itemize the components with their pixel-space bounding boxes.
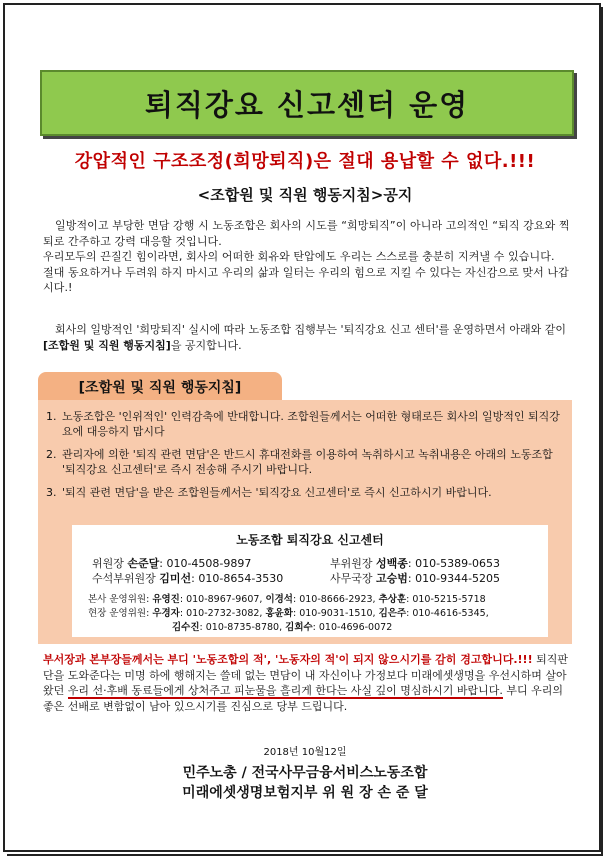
- committee-name: 김수진: [172, 622, 200, 633]
- guideline-number: 3.: [46, 486, 57, 499]
- contact-role: 사무국장: [330, 572, 377, 585]
- committee-name: 김은주: [378, 608, 407, 619]
- guideline-item: [46, 409, 561, 439]
- committee-phone: : 010-2732-3082,: [179, 608, 266, 619]
- contact-name: 성백종: [376, 557, 408, 570]
- guideline-number: 2.: [46, 448, 57, 461]
- hq-committee-row: [88, 593, 486, 606]
- committee-phone: : 010-8735-8780,: [199, 622, 286, 633]
- contact-role: 위원장: [92, 557, 128, 570]
- committee-label: 본사 운영위원:: [88, 594, 153, 605]
- signature-branch: 미래에셋생명보험지부 위 원 장 손 준 달: [182, 785, 428, 801]
- announcement-text: [43, 322, 571, 354]
- contact-chair: [92, 555, 251, 571]
- committee-name: 홍윤화: [265, 608, 293, 619]
- guideline-item: [46, 447, 561, 477]
- contact-name: 손준달: [127, 557, 160, 570]
- warning-paragraph: [43, 652, 571, 714]
- committee-phone: : 010-8967-9607,: [179, 594, 266, 605]
- notice-title: <조합원 및 직원 행동지침>공지: [197, 186, 413, 204]
- committee-name: 이경석: [265, 594, 293, 605]
- committee-phone: : 010-8666-2923,: [292, 594, 379, 605]
- announcement-paragraph: [43, 322, 571, 354]
- field-committee-row: [88, 607, 489, 620]
- warning-text-part: 부디 우리의 좋은 선배로 변함없이 남아 있으시기를 진심으로 당부 드립니다.: [43, 684, 563, 713]
- guideline-number: 1.: [46, 410, 57, 423]
- contact-name: 김미선: [159, 572, 192, 585]
- contact-role: 부위원장: [330, 557, 377, 570]
- guideline-item: [46, 485, 561, 500]
- contact-phone: : 010-9344-5205: [407, 572, 501, 585]
- intro-text: [43, 218, 571, 296]
- committee-phone: : 010-4616-5345,: [406, 608, 489, 619]
- guidelines-heading: [조합원 및 직원 행동지침]: [38, 372, 282, 402]
- guideline-text: 노동조합은 '인위적인' 인력감축에 반대합니다. 조합원들께서는 어떠한 형태로든 회사의 일방적인 퇴직강요에 대응하지 맙시다: [62, 410, 560, 438]
- announcement-post: 을 공지합니다.: [170, 339, 242, 352]
- contact-phone: : 010-4508-9897: [159, 557, 252, 570]
- announcement-pre: 회사의 일방적인 '희망퇴직' 실시에 따라 노동조합 집행부는 '퇴직강요 신고 센터'를 운영하면서 아래와 같이: [55, 323, 566, 336]
- contact-phone: : 010-8654-3530: [191, 572, 284, 585]
- committee-phone: : 010-5215-5718: [406, 594, 486, 605]
- contact-secretary-general: [330, 570, 500, 586]
- contact-senior-vice-chair: [92, 570, 283, 586]
- committee-name: 우경자: [152, 608, 180, 619]
- contact-role: 수석부위원장: [92, 572, 160, 585]
- slogan: 강압적인 구조조정(희망퇴직)은 절대 용납할 수 없다.!!!: [74, 151, 536, 172]
- committee-name: 김희수: [285, 622, 313, 633]
- committee-name: 유영진: [152, 594, 180, 605]
- committee-phone: : 010-4696-0072: [312, 622, 393, 633]
- warning-text-part: 퇴직판단을 도와준다는 미명 하에 행해지는 쓸데 없는 면담이 내 자신이나 가정보다 미래에셋생명을 우선시하며 살아 왔던: [43, 653, 568, 697]
- banner-title: 퇴직강요 신고센터 운영: [40, 70, 574, 136]
- field-committee-row-2: [172, 621, 392, 634]
- warning-red-text: 부서장과 본부장들께서는 부디 '노동조합의 적', '노동자의 적'이 되지 않으시기를 감히 경고합니다.!!!: [43, 653, 533, 666]
- guideline-text: 관리자에 의한 '퇴직 관련 면담'은 반드시 휴대전화를 이용하여 녹취하시고 녹취내용은 아래의 노동조합 '퇴직강요 신고센터'로 즉시 전송해 주시기 바랍니다.: [62, 448, 553, 476]
- contact-vice-chair: [330, 555, 500, 571]
- intro-paragraph: 일방적이고 부당한 면담 강행 시 노동조합은 회사의 시도를 “희망퇴직”이 아니라 고의적인 “퇴직 강요와 찍퇴로 간주하고 강력 대응할 것입니다.: [43, 219, 570, 248]
- guidelines-list: [46, 409, 561, 508]
- report-center-card: [72, 525, 548, 637]
- committee-phone: : 010-9031-1510,: [292, 608, 379, 619]
- intro-paragraph: 우리모두의 끈질긴 힘이라면, 회사의 어떠한 회유와 탄압에도 우리는 스스로를 충분히 지켜낼 수 있습니다.: [43, 250, 555, 263]
- contact-phone: : 010-5389-0653: [407, 557, 501, 570]
- date: 2018년 10월12일: [263, 747, 347, 758]
- committee-name: 추상훈: [378, 594, 407, 605]
- announcement-bold: [조합원 및 직원 행동지침]: [43, 339, 171, 352]
- warning-text: [43, 652, 571, 714]
- report-center-title: 노동조합 퇴직강요 신고센터: [236, 533, 384, 547]
- warning-underlined-text: 우리 선·후배 동료들에게 상처주고 피눈물을 흘리게 한다는 사실 깊이 명심하시기 바랍니다.: [67, 684, 503, 697]
- intro-paragraph: 절대 동요하거나 두려워 하지 마시고 우리의 삶과 일터는 우리의 힘으로 지킬 수 있다는 자신감으로 맞서 나갑시다.!: [43, 265, 569, 294]
- signature-union: 민주노총 / 전국사무금융서비스노동조합: [182, 765, 428, 781]
- committee-label: 현장 운영위원:: [88, 608, 153, 619]
- guideline-text: '퇴직 관련 면담'을 받은 조합원들께서는 '퇴직강요 신고센터'로 즉시 신고하시기 바랍니다.: [62, 486, 492, 499]
- contact-name: 고승범: [376, 572, 408, 585]
